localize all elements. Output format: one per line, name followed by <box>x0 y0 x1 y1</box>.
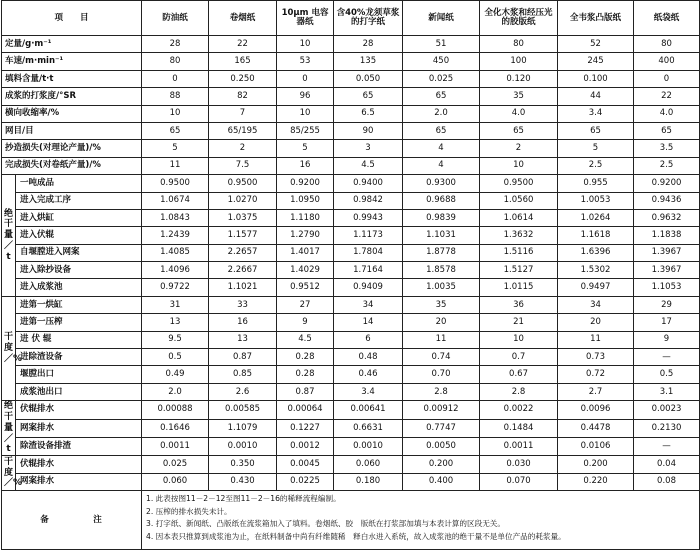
value-cell: 22 <box>634 88 700 105</box>
value-cell: 1.2790 <box>277 227 334 244</box>
value-cell: 31 <box>142 296 209 313</box>
value-cell: 80 <box>634 36 700 53</box>
value-cell: 5 <box>277 140 334 157</box>
table-row <box>2 383 700 400</box>
value-cell: 0.00064 <box>277 401 334 419</box>
value-cell: 44 <box>558 88 634 105</box>
value-cell: 4.5 <box>334 157 403 174</box>
row-label: 伏辊排水 <box>16 456 142 473</box>
value-cell: 3.4 <box>334 383 403 400</box>
value-cell: 29 <box>634 296 700 313</box>
value-cell: 33 <box>209 296 277 313</box>
value-cell: 0.28 <box>277 349 334 366</box>
value-cell: 0.430 <box>209 473 277 490</box>
value-cell: 0.0225 <box>277 473 334 490</box>
value-cell: 2.2667 <box>209 262 277 279</box>
table-row <box>2 140 700 157</box>
value-cell: 0.400 <box>403 473 480 490</box>
value-cell: 7 <box>209 105 277 122</box>
value-cell: 0.9722 <box>142 279 209 296</box>
value-cell: 1.0035 <box>403 279 480 296</box>
row-label: 进入伏辊 <box>16 227 142 244</box>
row-label: 网案排水 <box>16 473 142 490</box>
row-label: 进 伏 辊 <box>16 331 142 348</box>
value-cell: 0.7747 <box>403 419 480 437</box>
value-cell: 22 <box>209 36 277 53</box>
value-cell: 1.0674 <box>142 192 209 209</box>
header-item: 项 目 <box>2 1 142 36</box>
value-cell: 0.00088 <box>142 401 209 419</box>
value-cell: 21 <box>480 314 558 331</box>
value-cell: 1.0264 <box>558 209 634 226</box>
value-cell: 1.8778 <box>403 244 480 261</box>
row-label: 完成损失(对卷纸产量)/% <box>2 157 142 174</box>
value-cell: 80 <box>480 36 558 53</box>
value-cell: 0.0023 <box>634 401 700 419</box>
value-cell: 0.025 <box>403 70 480 87</box>
value-cell: 10 <box>277 36 334 53</box>
value-cell: 1.0053 <box>558 192 634 209</box>
value-cell: 1.0375 <box>209 209 277 226</box>
value-cell: 0 <box>634 70 700 87</box>
value-cell: 0.070 <box>480 473 558 490</box>
value-cell: 0.7 <box>480 349 558 366</box>
value-cell: 65 <box>403 122 480 139</box>
value-cell: 0.87 <box>277 383 334 400</box>
value-cell: 2.0 <box>403 105 480 122</box>
value-cell: 450 <box>403 53 480 70</box>
value-cell: 1.5127 <box>480 262 558 279</box>
value-cell: 11 <box>142 157 209 174</box>
value-cell: 2.8 <box>403 383 480 400</box>
value-cell: 0.72 <box>558 366 634 383</box>
header-col: 10μm 电容器纸 <box>277 1 334 36</box>
value-cell: 65 <box>558 122 634 139</box>
value-cell: 88 <box>142 88 209 105</box>
value-cell: 0.0045 <box>277 456 334 473</box>
value-cell: 0.9500 <box>209 175 277 192</box>
value-cell: 0.1646 <box>142 419 209 437</box>
value-cell: 0.9500 <box>480 175 558 192</box>
value-cell: 9.5 <box>142 331 209 348</box>
note-line: 3. 打字纸、新闻纸、凸版纸在流浆箱加入了填料。卷烟纸、胶 版纸在打浆部加填与本表计算的区段无关。 <box>146 519 505 529</box>
value-cell: 1.0560 <box>480 192 558 209</box>
table-row <box>2 105 700 122</box>
table-row <box>2 419 700 437</box>
value-cell: 1.3967 <box>634 244 700 261</box>
row-label: 堰膛出口 <box>16 366 142 383</box>
value-cell: 52 <box>558 36 634 53</box>
value-cell: 0.9512 <box>277 279 334 296</box>
value-cell: 11 <box>403 331 480 348</box>
value-cell: 0.060 <box>334 456 403 473</box>
value-cell: 0.9300 <box>403 175 480 192</box>
table-row <box>2 262 700 279</box>
table-row <box>2 401 700 419</box>
table-row <box>2 227 700 244</box>
value-cell: 0.46 <box>334 366 403 383</box>
row-label: 自堰膛进入网案 <box>16 244 142 261</box>
value-cell: 0.220 <box>558 473 634 490</box>
value-cell: 0.9688 <box>403 192 480 209</box>
value-cell: 0.5 <box>142 349 209 366</box>
value-cell: 0.0050 <box>403 437 480 455</box>
value-cell: 1.7804 <box>334 244 403 261</box>
value-cell: 0.5 <box>634 366 700 383</box>
value-cell: 28 <box>334 36 403 53</box>
header-col: 卷烟纸 <box>209 1 277 36</box>
value-cell: 65 <box>403 88 480 105</box>
value-cell: 0.0011 <box>142 437 209 455</box>
value-cell: — <box>634 437 700 455</box>
value-cell: 2.5 <box>558 157 634 174</box>
value-cell: 2 <box>209 140 277 157</box>
header-col: 纸袋纸 <box>634 1 700 36</box>
value-cell: 80 <box>142 53 209 70</box>
row-label: 一吨成品 <box>16 175 142 192</box>
value-cell: 0.9497 <box>558 279 634 296</box>
value-cell: 0.08 <box>634 473 700 490</box>
row-label: 进入除抄设备 <box>16 262 142 279</box>
paper-machine-data-table <box>1 0 700 550</box>
value-cell: 10 <box>277 105 334 122</box>
value-cell: 0.9842 <box>334 192 403 209</box>
value-cell: 1.1031 <box>403 227 480 244</box>
value-cell: 0.00585 <box>209 401 277 419</box>
value-cell: 0.0010 <box>334 437 403 455</box>
notes-label: 备 注 <box>2 490 142 549</box>
row-label: 进入成浆池 <box>16 279 142 296</box>
value-cell: 0.9632 <box>634 209 700 226</box>
value-cell: 1.1838 <box>634 227 700 244</box>
value-cell: 6.5 <box>334 105 403 122</box>
value-cell: 0.0096 <box>558 401 634 419</box>
value-cell: 2 <box>480 140 558 157</box>
value-cell: 1.1173 <box>334 227 403 244</box>
table-row <box>2 314 700 331</box>
table-row <box>2 366 700 383</box>
table-row <box>2 122 700 139</box>
value-cell: 1.4085 <box>142 244 209 261</box>
value-cell: 0.050 <box>334 70 403 87</box>
table-row <box>2 244 700 261</box>
value-cell: 34 <box>334 296 403 313</box>
value-cell: 0.9436 <box>634 192 700 209</box>
value-cell: 4 <box>403 157 480 174</box>
header-col: 新闻纸 <box>403 1 480 36</box>
value-cell: 9 <box>277 314 334 331</box>
value-cell: 0.1484 <box>480 419 558 437</box>
value-cell: 3 <box>334 140 403 157</box>
value-cell: 0.9839 <box>403 209 480 226</box>
value-cell: 1.3967 <box>634 262 700 279</box>
value-cell: 0.9409 <box>334 279 403 296</box>
value-cell: 65/195 <box>209 122 277 139</box>
note-line: 1. 此表按图11－2－12至图11－2－16的稀释流程编制。 <box>146 493 341 503</box>
table-row <box>2 53 700 70</box>
value-cell: 1.1180 <box>277 209 334 226</box>
value-cell: 0.28 <box>277 366 334 383</box>
value-cell: 0.9943 <box>334 209 403 226</box>
value-cell: 96 <box>277 88 334 105</box>
row-label: 进除渣设备 <box>16 349 142 366</box>
value-cell: 6 <box>334 331 403 348</box>
value-cell: 0.060 <box>142 473 209 490</box>
table-row <box>2 209 700 226</box>
header-row <box>2 1 700 36</box>
value-cell: 165 <box>209 53 277 70</box>
value-cell: 34 <box>558 296 634 313</box>
value-cell: 1.3632 <box>480 227 558 244</box>
value-cell: 4.0 <box>634 105 700 122</box>
value-cell: 5 <box>558 140 634 157</box>
value-cell: 3.4 <box>558 105 634 122</box>
note-line: 4. 因本表只推算到成浆池为止，在纸料制备中尚有纤维随稀 释白水进入系统，故入成浆池的绝干量不是单位产品的耗浆量。 <box>146 531 566 541</box>
row-label: 抄造损失(对理论产量)/% <box>2 140 142 157</box>
value-cell: 3.5 <box>634 140 700 157</box>
value-cell: 17 <box>634 314 700 331</box>
table-row <box>2 36 700 53</box>
value-cell: 0.73 <box>558 349 634 366</box>
table-row <box>2 437 700 455</box>
table-row <box>2 157 700 174</box>
value-cell: 0.70 <box>403 366 480 383</box>
row-label: 进入完成工序 <box>16 192 142 209</box>
value-cell: 0.6631 <box>334 419 403 437</box>
table-row <box>2 192 700 209</box>
header-col: 防油纸 <box>142 1 209 36</box>
value-cell: 10 <box>480 331 558 348</box>
value-cell: 0.1227 <box>277 419 334 437</box>
value-cell: 53 <box>277 53 334 70</box>
value-cell: 35 <box>480 88 558 105</box>
table-row <box>2 473 700 490</box>
value-cell: 1.7164 <box>334 262 403 279</box>
value-cell: 4 <box>403 140 480 157</box>
value-cell: 0.0010 <box>209 437 277 455</box>
value-cell: 0.0012 <box>277 437 334 455</box>
note-line: 2. 压榨的排水损失未计。 <box>146 506 232 516</box>
value-cell: 2.6 <box>209 383 277 400</box>
value-cell: 27 <box>277 296 334 313</box>
value-cell: 0.025 <box>142 456 209 473</box>
value-cell: 0.120 <box>480 70 558 87</box>
value-cell: 28 <box>142 36 209 53</box>
value-cell: 0.030 <box>480 456 558 473</box>
value-cell: 0.00912 <box>403 401 480 419</box>
value-cell: 20 <box>558 314 634 331</box>
value-cell: 0 <box>142 70 209 87</box>
group-label: 干度／% <box>2 456 16 491</box>
value-cell: 0.67 <box>480 366 558 383</box>
value-cell: 0 <box>277 70 334 87</box>
value-cell: 0.250 <box>209 70 277 87</box>
table-row <box>2 456 700 473</box>
value-cell: 1.1618 <box>558 227 634 244</box>
value-cell: 3.1 <box>634 383 700 400</box>
value-cell: 11 <box>558 331 634 348</box>
value-cell: 1.6396 <box>558 244 634 261</box>
row-label: 进入烘缸 <box>16 209 142 226</box>
value-cell: 1.0950 <box>277 192 334 209</box>
value-cell: 1.5116 <box>480 244 558 261</box>
value-cell: 0.0106 <box>558 437 634 455</box>
value-cell: 13 <box>142 314 209 331</box>
value-cell: 0.9500 <box>142 175 209 192</box>
value-cell: 85/255 <box>277 122 334 139</box>
row-label: 横向收缩率/% <box>2 105 142 122</box>
value-cell: 65 <box>334 88 403 105</box>
group-label: 干度／% <box>2 296 16 400</box>
value-cell: 10 <box>142 105 209 122</box>
value-cell: 16 <box>209 314 277 331</box>
value-cell: 1.0270 <box>209 192 277 209</box>
value-cell: 0.200 <box>558 456 634 473</box>
value-cell: 0.350 <box>209 456 277 473</box>
value-cell: 1.4029 <box>277 262 334 279</box>
value-cell: 0.9200 <box>277 175 334 192</box>
value-cell: 1.1021 <box>209 279 277 296</box>
value-cell: 0.2130 <box>634 419 700 437</box>
value-cell: 0.9400 <box>334 175 403 192</box>
value-cell: 1.0843 <box>142 209 209 226</box>
row-label: 除渣设备排渣 <box>16 437 142 455</box>
table-row <box>2 279 700 296</box>
table-row <box>2 175 700 192</box>
value-cell: 65 <box>480 122 558 139</box>
value-cell: 2.5 <box>634 157 700 174</box>
value-cell: 0.00641 <box>334 401 403 419</box>
value-cell: 0.48 <box>334 349 403 366</box>
value-cell: — <box>634 349 700 366</box>
value-cell: 0.955 <box>558 175 634 192</box>
value-cell: 65 <box>142 122 209 139</box>
value-cell: 1.0614 <box>480 209 558 226</box>
value-cell: 1.1079 <box>209 419 277 437</box>
group-label: 绝干量／t <box>2 401 16 456</box>
value-cell: 100 <box>480 53 558 70</box>
header-col: 全韦浆凸版纸 <box>558 1 634 36</box>
value-cell: 0.200 <box>403 456 480 473</box>
value-cell: 10 <box>480 157 558 174</box>
row-label: 进第一烘缸 <box>16 296 142 313</box>
value-cell: 4.0 <box>480 105 558 122</box>
row-label: 成浆的打浆度/°SR <box>2 88 142 105</box>
value-cell: 1.1053 <box>634 279 700 296</box>
value-cell: 0.100 <box>558 70 634 87</box>
value-cell: 1.4096 <box>142 262 209 279</box>
value-cell: 7.5 <box>209 157 277 174</box>
value-cell: 1.1577 <box>209 227 277 244</box>
value-cell: 0.9200 <box>634 175 700 192</box>
header-col: 全化木浆和经压光的胶版纸 <box>480 1 558 36</box>
value-cell: 35 <box>403 296 480 313</box>
table-row <box>2 331 700 348</box>
value-cell: 90 <box>334 122 403 139</box>
table-row <box>2 70 700 87</box>
value-cell: 1.0115 <box>480 279 558 296</box>
value-cell: 51 <box>403 36 480 53</box>
value-cell: 2.7 <box>558 383 634 400</box>
value-cell: 0.4478 <box>558 419 634 437</box>
value-cell: 135 <box>334 53 403 70</box>
value-cell: 9 <box>634 331 700 348</box>
value-cell: 2.8 <box>480 383 558 400</box>
value-cell: 36 <box>480 296 558 313</box>
row-label: 定量/g·m⁻¹ <box>2 36 142 53</box>
value-cell: 1.4017 <box>277 244 334 261</box>
value-cell: 2.0 <box>142 383 209 400</box>
header-col: 含40%龙须草浆的打字纸 <box>334 1 403 36</box>
group-label: 绝干量／t <box>2 175 16 297</box>
value-cell: 0.0011 <box>480 437 558 455</box>
row-label: 成浆池出口 <box>16 383 142 400</box>
table-row <box>2 88 700 105</box>
value-cell: 2.2657 <box>209 244 277 261</box>
value-cell: 5 <box>142 140 209 157</box>
value-cell: 4.5 <box>277 331 334 348</box>
value-cell: 14 <box>334 314 403 331</box>
row-label: 伏辊排水 <box>16 401 142 419</box>
value-cell: 13 <box>209 331 277 348</box>
value-cell: 0.85 <box>209 366 277 383</box>
table-row <box>2 296 700 313</box>
value-cell: 0.180 <box>334 473 403 490</box>
notes-row <box>2 490 700 549</box>
notes-body <box>142 490 700 549</box>
value-cell: 245 <box>558 53 634 70</box>
value-cell: 0.49 <box>142 366 209 383</box>
row-label: 网案排水 <box>16 419 142 437</box>
value-cell: 1.8578 <box>403 262 480 279</box>
value-cell: 0.0022 <box>480 401 558 419</box>
row-label: 车速/m·min⁻¹ <box>2 53 142 70</box>
value-cell: 1.2439 <box>142 227 209 244</box>
table-row <box>2 349 700 366</box>
value-cell: 0.04 <box>634 456 700 473</box>
value-cell: 16 <box>277 157 334 174</box>
value-cell: 0.74 <box>403 349 480 366</box>
row-label: 网目/目 <box>2 122 142 139</box>
value-cell: 20 <box>403 314 480 331</box>
row-label: 填料含量/t·t <box>2 70 142 87</box>
value-cell: 0.87 <box>209 349 277 366</box>
value-cell: 400 <box>634 53 700 70</box>
value-cell: 65 <box>634 122 700 139</box>
value-cell: 1.5302 <box>558 262 634 279</box>
row-label: 进第一压榨 <box>16 314 142 331</box>
value-cell: 82 <box>209 88 277 105</box>
